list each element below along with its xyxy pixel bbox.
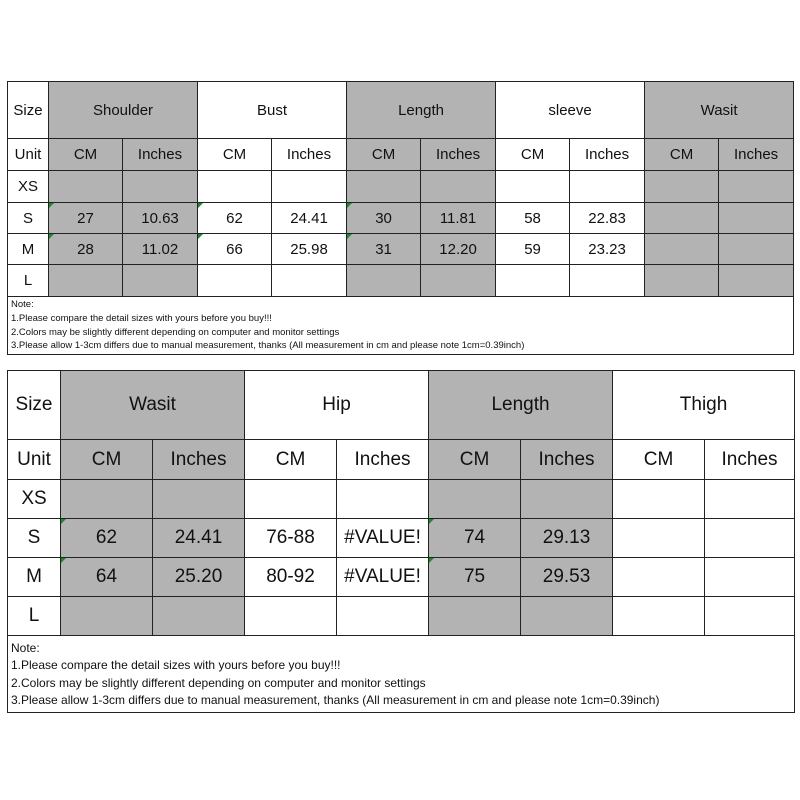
hip-header: Hip	[245, 371, 429, 440]
size-row-xs	[8, 480, 795, 519]
length-header: Length	[429, 371, 613, 440]
note-line: 1.Please compare the detail sizes with yours before you buy!!!	[11, 658, 341, 673]
length-cm-value: 30	[347, 203, 421, 234]
note-line: 3.Please allow 1-3cm differs due to manual measurement, thanks (All measurement in cm and please note 1cm=0.39inch)	[11, 340, 525, 352]
size-row-l	[8, 265, 794, 297]
bust-header: Bust	[198, 82, 347, 139]
shoulder-cm-value: 28	[49, 234, 123, 265]
unit-cm: CM	[198, 139, 272, 171]
note-heading: Note:	[11, 299, 34, 310]
unit-cm: CM	[613, 440, 705, 480]
size-label: L	[8, 265, 49, 297]
bust-inches-value: 25.98	[272, 234, 347, 265]
length-cm-value: 31	[347, 234, 421, 265]
bust-cm-value: 62	[198, 203, 272, 234]
size-row-m	[8, 558, 795, 597]
thigh-inches-value	[705, 558, 795, 597]
unit-cm: CM	[496, 139, 570, 171]
size-label: XS	[8, 171, 49, 203]
cell	[245, 480, 337, 519]
unit-inches: Inches	[705, 440, 795, 480]
length-header: Length	[347, 82, 496, 139]
unit-cm: CM	[347, 139, 421, 171]
size-label: L	[8, 597, 61, 636]
notes-row	[8, 297, 794, 355]
hip-inches-value: #VALUE!	[337, 519, 429, 558]
notes-row	[8, 636, 795, 713]
unit-inches: Inches	[570, 139, 645, 171]
length-inches-value: 12.20	[421, 234, 496, 265]
bust-inches-value: 24.41	[272, 203, 347, 234]
unit-inches: Inches	[337, 440, 429, 480]
cell	[272, 171, 347, 203]
sleeve-header: sleeve	[496, 82, 645, 139]
size-header: Size	[8, 371, 61, 440]
cell	[421, 171, 496, 203]
cell	[61, 597, 153, 636]
cell	[613, 597, 705, 636]
unit-inches: Inches	[272, 139, 347, 171]
cell	[705, 597, 795, 636]
top-size-chart-table	[7, 81, 794, 355]
sleeve-inches-value: 23.23	[570, 234, 645, 265]
cell	[61, 480, 153, 519]
cell	[429, 480, 521, 519]
cell	[719, 171, 794, 203]
sleeve-cm-value: 58	[496, 203, 570, 234]
thigh-cm-value	[613, 519, 705, 558]
size-label: S	[8, 203, 49, 234]
length-cm-value: 75	[429, 558, 521, 597]
notes-cell	[8, 297, 794, 355]
cell	[570, 171, 645, 203]
unit-cm: CM	[429, 440, 521, 480]
size-label: S	[8, 519, 61, 558]
unit-label: Unit	[8, 139, 49, 171]
cell	[153, 597, 245, 636]
cell	[705, 480, 795, 519]
header-row	[8, 82, 794, 139]
length-cm-value: 74	[429, 519, 521, 558]
cell	[521, 480, 613, 519]
waist-cm-value	[645, 203, 719, 234]
unit-cm: CM	[49, 139, 123, 171]
cell	[521, 597, 613, 636]
size-label: M	[8, 234, 49, 265]
cell	[719, 265, 794, 297]
waist-inches-value	[719, 234, 794, 265]
hip-cm-value: 76-88	[245, 519, 337, 558]
cell	[123, 171, 198, 203]
thigh-inches-value	[705, 519, 795, 558]
unit-cm: CM	[245, 440, 337, 480]
shoulder-inches-value: 10.63	[123, 203, 198, 234]
waist-inches-value: 24.41	[153, 519, 245, 558]
cell	[429, 597, 521, 636]
unit-inches: Inches	[153, 440, 245, 480]
note-heading: Note:	[11, 641, 40, 655]
waist-cm-value: 64	[61, 558, 153, 597]
waist-inches-value: 25.20	[153, 558, 245, 597]
unit-row	[8, 139, 794, 171]
shoulder-cm-value: 27	[49, 203, 123, 234]
unit-cm: CM	[645, 139, 719, 171]
sleeve-inches-value: 22.83	[570, 203, 645, 234]
unit-row	[8, 440, 795, 480]
unit-inches: Inches	[421, 139, 496, 171]
waist-cm-value	[645, 234, 719, 265]
cell	[198, 265, 272, 297]
cell	[198, 171, 272, 203]
note-line: 3.Please allow 1-3cm differs due to manual measurement, thanks (All measurement in cm and please note 1cm=0.39inch)	[11, 693, 660, 708]
cell	[272, 265, 347, 297]
shoulder-header: Shoulder	[49, 82, 198, 139]
waist-header: Wasit	[61, 371, 245, 440]
length-inches-value: 29.13	[521, 519, 613, 558]
shoulder-inches-value: 11.02	[123, 234, 198, 265]
unit-inches: Inches	[521, 440, 613, 480]
cell	[337, 480, 429, 519]
size-row-l	[8, 597, 795, 636]
size-row-xs	[8, 171, 794, 203]
cell	[123, 265, 198, 297]
size-row-s	[8, 203, 794, 234]
thigh-cm-value	[613, 558, 705, 597]
cell	[49, 265, 123, 297]
note-line: 2.Colors may be slightly different depending on computer and monitor settings	[11, 326, 340, 338]
length-inches-value: 29.53	[521, 558, 613, 597]
bottom-size-chart-table	[7, 370, 795, 713]
cell	[645, 265, 719, 297]
cell	[347, 171, 421, 203]
length-inches-value: 11.81	[421, 203, 496, 234]
note-line: 2.Colors may be slightly different depending on computer and monitor settings	[11, 675, 426, 690]
unit-inches: Inches	[123, 139, 198, 171]
size-header: Size	[8, 82, 49, 139]
sleeve-cm-value: 59	[496, 234, 570, 265]
notes-cell	[8, 636, 795, 713]
size-label: XS	[8, 480, 61, 519]
unit-cm: CM	[61, 440, 153, 480]
cell	[245, 597, 337, 636]
cell	[421, 265, 496, 297]
unit-inches: Inches	[719, 139, 794, 171]
bust-cm-value: 66	[198, 234, 272, 265]
cell	[496, 265, 570, 297]
cell	[496, 171, 570, 203]
cell	[613, 480, 705, 519]
hip-inches-value: #VALUE!	[337, 558, 429, 597]
size-row-m	[8, 234, 794, 265]
hip-cm-value: 80-92	[245, 558, 337, 597]
size-row-s	[8, 519, 795, 558]
thigh-header: Thigh	[613, 371, 795, 440]
cell	[347, 265, 421, 297]
waist-inches-value	[719, 203, 794, 234]
cell	[153, 480, 245, 519]
cell	[645, 171, 719, 203]
waist-cm-value: 62	[61, 519, 153, 558]
unit-label: Unit	[8, 440, 61, 480]
header-row	[8, 371, 795, 440]
cell	[337, 597, 429, 636]
cell	[570, 265, 645, 297]
note-line: 1.Please compare the detail sizes with yours before you buy!!!	[11, 312, 272, 324]
size-label: M	[8, 558, 61, 597]
waist-header: Wasit	[645, 82, 794, 139]
cell	[49, 171, 123, 203]
